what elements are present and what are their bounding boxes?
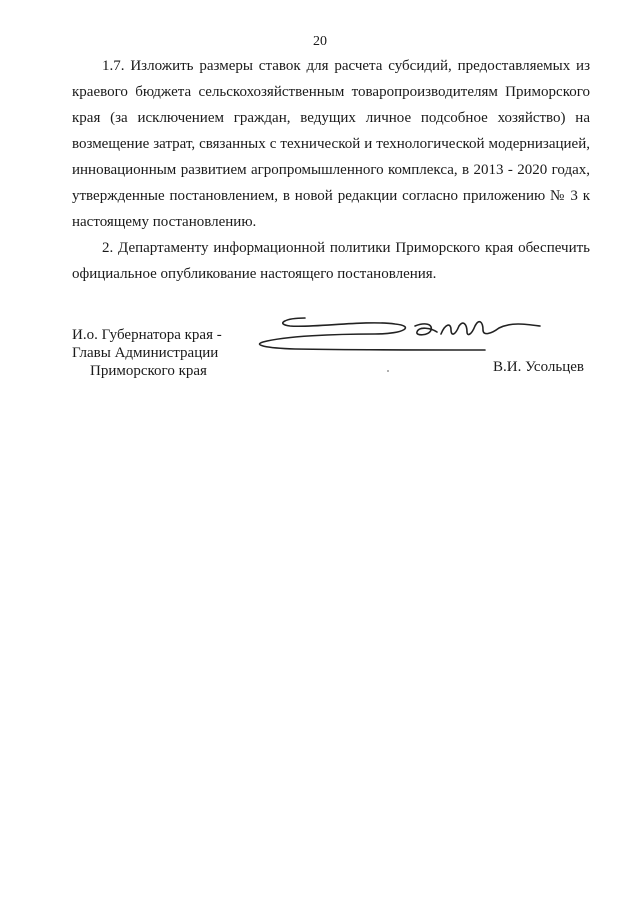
scan-speck [387, 370, 389, 372]
document-body [72, 53, 590, 287]
page-number: 20 [313, 34, 327, 49]
paragraph-1-7: 1.7. Изложить размеры ставок для расчета субсидий, предоставляемых из краевого бюджета сельскохозяйственным товаропроизводителям Приморского края (за исключением граждан, ведущих личное подсобное хозяйство) на возмещение затрат, связанных с технической и технологической модернизацией, инновационным развитием агропромышленного комплекса, в 2013 - 2020 годах, утвержденные постановлением, в новой редакции согласно приложению № 3 к настоящему постановлению. [72, 58, 590, 230]
handwritten-signature [255, 312, 545, 362]
signatory-name: В.И. Усольцев [493, 359, 584, 375]
signatory-title-line-1: И.о. Губернатора края - [72, 327, 222, 343]
signatory-title-line-2: Главы Администрации [72, 345, 219, 361]
signatory-title [72, 326, 222, 380]
paragraph-2: 2. Департаменту информационной политики Приморского края обеспечить официальное опубликование настоящего постановления. [72, 240, 590, 282]
signatory-title-line-3: Приморского края [90, 363, 207, 379]
